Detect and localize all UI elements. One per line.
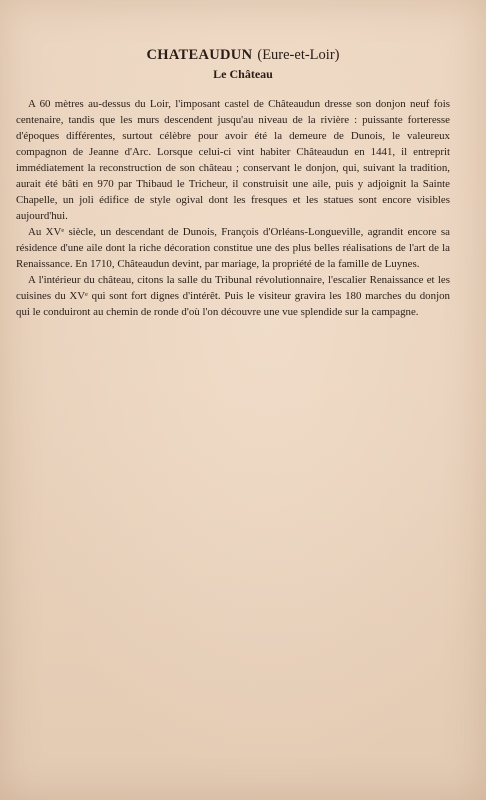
document-subtitle: Le Château [213,67,273,81]
title-place-name: CHATEAUDUN [146,47,253,63]
paragraph-renaissance: Au XVᵉ siècle, un descendant de Dunois, François d'Orléans-Longueville, agrandit encore sa résidence d'une aile dont la riche décoration constitue une des plus belles réalisations de l'art de la Renaissance. En 1710, Châteaudun devint, par mariage, la propriété de la famille de Luynes. [16,226,450,270]
paragraph-visit: A l'intérieur du château, citons la salle du Tribunal révolutionnaire, l'escalier Renaissance et les cuisines du XVᵉ qui sont fort dignes d'intérêt. Puis le visiteur gravira les 180 marches du donjon qui le conduiront au chemin de ronde d'où l'on découvre une vue splendide sur la campagne. [16,274,450,318]
document-title [0,46,486,64]
title-region: (Eure-et-Loir) [257,47,340,63]
paragraph-history: A 60 mètres au-dessus du Loir, l'imposant castel de Châteaudun dresse son donjon neuf fois centenaire, tandis que les murs descendent jusqu'au niveau de la rivière : puissante forteresse d'époques différentes, surtout célèbre pour avoir été la demeure de Dunois, le valeureux compagnon de Jeanne d'Arc. Lorsque celui-ci vint habiter Châteaudun en 1441, il entreprit immédiatement la reconstruction de son château ; conservant le donjon, qui, suivant la tradition, aurait été bâti en 970 par Thibaud le Tricheur, il construisit une aile, puis y adjoignit la Sainte Chapelle, un joli édifice de style ogival dont les fresques et les statues sont encore visibles aujourd'hui. [16,98,450,222]
article-body [16,96,450,320]
